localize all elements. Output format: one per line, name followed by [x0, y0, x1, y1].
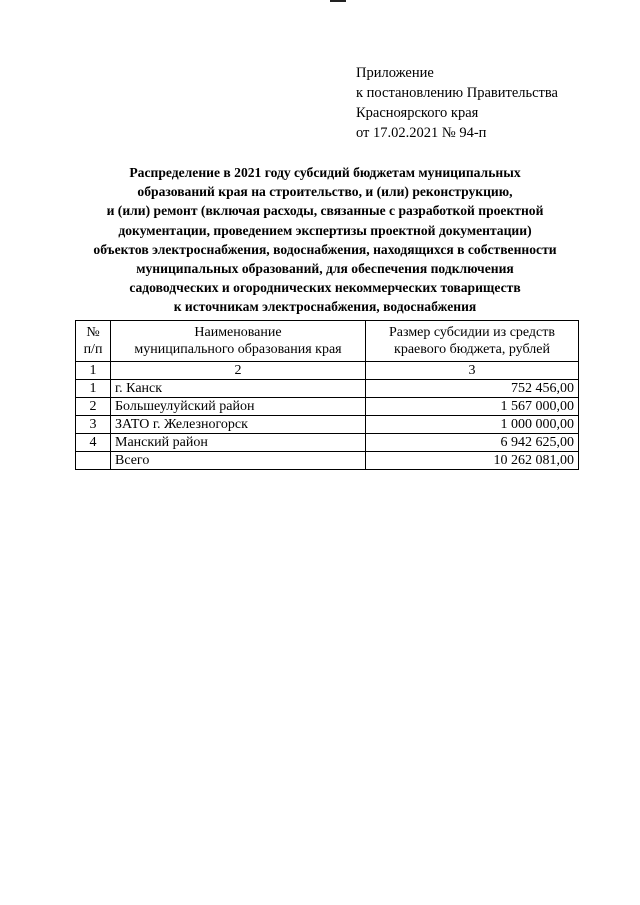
table-row: [76, 416, 579, 434]
row-amount: 752 456,00: [366, 380, 579, 398]
header-num-line2: п/п: [83, 342, 103, 357]
row-num: 3: [76, 416, 111, 434]
appendix-line: Приложение: [356, 65, 434, 81]
document-title: [40, 163, 610, 317]
header-name-line2: муниципального образования края: [134, 342, 342, 357]
row-num: 4: [76, 434, 111, 452]
row-amount: 1 567 000,00: [366, 398, 579, 416]
header-amount: [366, 321, 579, 362]
title-line: Распределение в 2021 году субсидий бюджетам муниципальных: [129, 165, 521, 180]
subsidy-table: [75, 320, 579, 470]
column-index: 1: [76, 362, 111, 380]
table-header-row: [76, 321, 579, 362]
header-num-line1: №: [86, 325, 100, 340]
total-row: [76, 452, 579, 470]
table-row: [76, 398, 579, 416]
total-label: Всего: [111, 452, 366, 470]
title-line: садоводческих и огороднических некоммерческих товариществ: [129, 280, 521, 296]
title-line: и (или) ремонт (включая расходы, связанные с разработкой проектной: [106, 203, 544, 219]
column-index: 2: [111, 362, 366, 380]
header-num: [76, 321, 111, 362]
title-line: объектов электроснабжения, водоснабжения, находящихся в собственности: [93, 241, 557, 257]
table-row: [76, 434, 579, 452]
appendix-line: Красноярского края: [356, 105, 479, 121]
title-line: к источникам электроснабжения, водоснабжения: [173, 299, 477, 315]
row-amount: 1 000 000,00: [366, 416, 579, 434]
row-num: 1: [76, 380, 111, 398]
header-name: [111, 321, 366, 362]
appendix-block: [356, 63, 558, 143]
header-amount-line1: Размер субсидии из средств: [388, 325, 556, 340]
header-amount-line2: краевого бюджета, рублей: [394, 342, 550, 357]
row-municipality: ЗАТО г. Железногорск: [111, 416, 366, 434]
column-index-row: [76, 362, 579, 380]
total-amount: 10 262 081,00: [366, 452, 579, 470]
table-row: [76, 380, 579, 398]
row-amount: 6 942 625,00: [366, 434, 579, 452]
page-top-mark: [330, 0, 346, 2]
total-num: [76, 452, 111, 470]
row-municipality: г. Канск: [111, 380, 366, 398]
title-line: документации, проведением экспертизы проектной документации): [118, 222, 532, 238]
row-municipality: Манский район: [111, 434, 366, 452]
row-num: 2: [76, 398, 111, 416]
title-line: образований края на строительство, и (или) реконструкцию,: [137, 184, 513, 200]
header-name-line1: Наименование: [194, 325, 282, 340]
appendix-date-line: от 17.02.2021 № 94-п: [356, 125, 487, 141]
row-municipality: Большеулуйский район: [111, 398, 366, 416]
title-line: муниципальных образований, для обеспечения подключения: [136, 261, 514, 277]
column-index: 3: [366, 362, 579, 380]
appendix-line: к постановлению Правительства: [356, 85, 558, 101]
